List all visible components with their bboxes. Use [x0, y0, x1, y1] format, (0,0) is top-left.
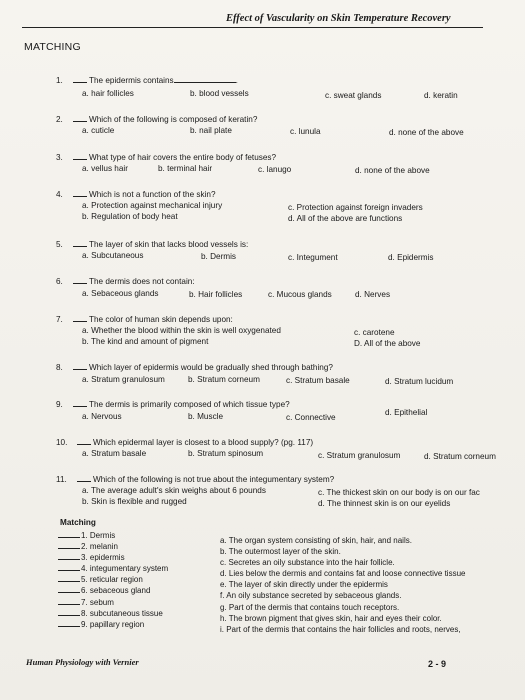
match-answer-blank[interactable]: [58, 541, 80, 549]
question-number: 4.: [56, 190, 63, 199]
question-stem: The epidermis contains .: [73, 75, 238, 86]
option-c: c. sweat glands: [325, 91, 382, 100]
question-number: 3.: [56, 153, 63, 162]
option-a: a. Sebaceous glands: [82, 289, 159, 298]
matching-term: 2. melanin: [58, 541, 168, 552]
fill-in-blank[interactable]: [174, 75, 236, 83]
matching-definition: c. Secretes an oily substance into the hair follicle.: [220, 558, 395, 568]
question-number: 11.: [56, 475, 67, 484]
matching-term: 7. sebum: [58, 597, 168, 608]
option-b: b. Hair follicles: [189, 290, 243, 299]
match-answer-blank[interactable]: [58, 574, 80, 582]
option-d: d. The thinnest skin is on our eyelids: [318, 499, 451, 508]
answer-blank[interactable]: [73, 276, 87, 284]
matching-term: 4. integumentary system: [58, 563, 168, 574]
option-a: a. Stratum basale: [82, 449, 147, 458]
match-answer-blank[interactable]: [58, 552, 80, 560]
match-answer-blank[interactable]: [58, 597, 80, 605]
option-c: c. Connective: [286, 413, 336, 422]
section-title: MATCHING: [24, 41, 81, 53]
question-stem: The dermis is primarily composed of which tissue type?: [73, 399, 290, 410]
match-answer-blank[interactable]: [58, 530, 80, 538]
question-number: 8.: [56, 363, 63, 372]
option-b: b. terminal hair: [158, 164, 213, 173]
question-number: 2.: [56, 115, 63, 124]
match-answer-blank[interactable]: [58, 619, 80, 627]
question-number: 5.: [56, 240, 63, 249]
matching-definition: f. An oily substance secreted by sebaceous glands.: [220, 591, 402, 601]
matching-definition: h. The brown pigment that gives skin, hair and eyes their color.: [220, 613, 442, 623]
match-answer-blank[interactable]: [58, 608, 80, 616]
matching-definition: b. The outermost layer of the skin.: [220, 547, 341, 557]
option-d: d. All of the above are functions: [288, 214, 403, 223]
answer-blank[interactable]: [73, 114, 87, 122]
option-d: d. Stratum corneum: [424, 452, 496, 461]
option-c: c. lanugo: [258, 165, 292, 174]
matching-term: 5. reticular region: [58, 574, 168, 585]
question-stem: The color of human skin depends upon:: [73, 314, 233, 325]
option-c: c. Stratum granulosum: [318, 451, 401, 460]
header-rule: [22, 27, 483, 28]
option-d: d. none of the above: [389, 128, 464, 137]
option-d: D. All of the above: [354, 339, 421, 348]
answer-blank[interactable]: [73, 152, 87, 160]
option-d: d. Nerves: [355, 290, 391, 299]
option-c: c. Stratum basale: [286, 376, 350, 385]
option-a: a. cuticle: [82, 126, 115, 135]
matching-term: 6. sebaceous gland: [58, 585, 168, 596]
option-b: b. Dermis: [201, 252, 237, 261]
matching-definition: d. Lies below the dermis and contains fat and loose connective tissue: [220, 569, 466, 579]
option-d: d. Epithelial: [385, 408, 428, 417]
footer-book-title: Human Physiology with Vernier: [26, 657, 139, 667]
answer-blank[interactable]: [73, 189, 87, 197]
page-header-title: Effect of Vascularity on Skin Temperature Recovery: [226, 13, 451, 24]
answer-blank[interactable]: [73, 314, 87, 322]
answer-blank[interactable]: [77, 437, 91, 445]
matching-title: Matching: [60, 518, 96, 527]
option-b: b. blood vessels: [190, 89, 249, 98]
option-b: b. Stratum spinosum: [188, 449, 264, 458]
option-c: c. The thickest skin on our body is on our fac: [318, 488, 480, 497]
option-a: a. hair follicles: [82, 89, 134, 98]
question-number: 7.: [56, 315, 63, 324]
question-number: 9.: [56, 400, 63, 409]
option-b: b. Muscle: [188, 412, 224, 421]
option-c: c. Integument: [288, 253, 338, 262]
question-number: 6.: [56, 277, 63, 286]
answer-blank[interactable]: [73, 75, 87, 83]
question-stem: What type of hair covers the entire body of fetuses?: [73, 152, 276, 163]
question-stem: The layer of skin that lacks blood vessels is:: [73, 239, 248, 250]
match-answer-blank[interactable]: [58, 585, 80, 593]
option-c: c. Mucous glands: [268, 290, 332, 299]
option-c: c. lunula: [290, 127, 321, 136]
option-d: d. keratin: [424, 91, 458, 100]
matching-definition: g. Part of the dermis that contains touch receptors.: [220, 602, 400, 612]
question-stem: Which layer of epidermis would be gradually shed through bathing?: [73, 362, 333, 373]
question-stem: Which of the following is not true about the integumentary system?: [77, 474, 334, 485]
option-c: c. Protection against foreign invaders: [288, 203, 423, 212]
matching-definition: a. The organ system consisting of skin, hair, and nails.: [220, 536, 412, 545]
matching-term: 3. epidermis: [58, 552, 168, 563]
option-a: a. Nervous: [82, 412, 122, 421]
question-stem: Which is not a function of the skin?: [73, 189, 216, 200]
answer-blank[interactable]: [73, 239, 87, 247]
option-a: a. Whether the blood within the skin is well oxygenated: [82, 326, 281, 335]
answer-blank[interactable]: [77, 474, 91, 482]
footer-page-number: 2 - 9: [428, 659, 447, 669]
option-a: a. Stratum granulosum: [82, 375, 165, 384]
question-stem: Which of the following is composed of keratin?: [73, 114, 257, 125]
question-number: 1.: [56, 76, 63, 85]
option-a: a. The average adult's skin weighs about 6 pounds: [82, 486, 266, 495]
answer-blank[interactable]: [73, 362, 87, 370]
match-answer-blank[interactable]: [58, 563, 80, 571]
question-stem: Which epidermal layer is closest to a blood supply? (pg. 117): [77, 437, 313, 448]
question-number: 10.: [56, 438, 68, 447]
option-b: b. Stratum corneum: [188, 375, 260, 384]
option-d: d. Stratum lucidum: [385, 377, 454, 386]
option-a: a. vellus hair: [82, 164, 128, 173]
matching-definitions: [220, 535, 520, 635]
option-b: b. nail plate: [190, 126, 232, 135]
option-b: b. The kind and amount of pigment: [82, 337, 209, 346]
option-b: b. Regulation of body heat: [82, 212, 178, 221]
option-a: a. Subcutaneous: [82, 251, 144, 260]
matching-terms: [58, 530, 168, 630]
matching-definition: e. The layer of skin directly under the epidermis: [220, 580, 388, 590]
matching-definition: i. Part of the dermis that contains the hair follicles and roots, nerves,: [220, 624, 461, 634]
option-d: d. none of the above: [355, 166, 430, 175]
matching-term: 8. subcutaneous tissue: [58, 608, 168, 619]
option-c: c. carotene: [354, 328, 395, 337]
option-a: a. Protection against mechanical injury: [82, 201, 223, 210]
matching-term: 1. Dermis: [58, 530, 168, 541]
answer-blank[interactable]: [73, 399, 87, 407]
option-b: b. Skin is flexible and rugged: [82, 497, 187, 506]
question-stem: The dermis does not contain:: [73, 276, 195, 287]
option-d: d. Epidermis: [388, 253, 434, 262]
matching-term: 9. papillary region: [58, 619, 168, 630]
